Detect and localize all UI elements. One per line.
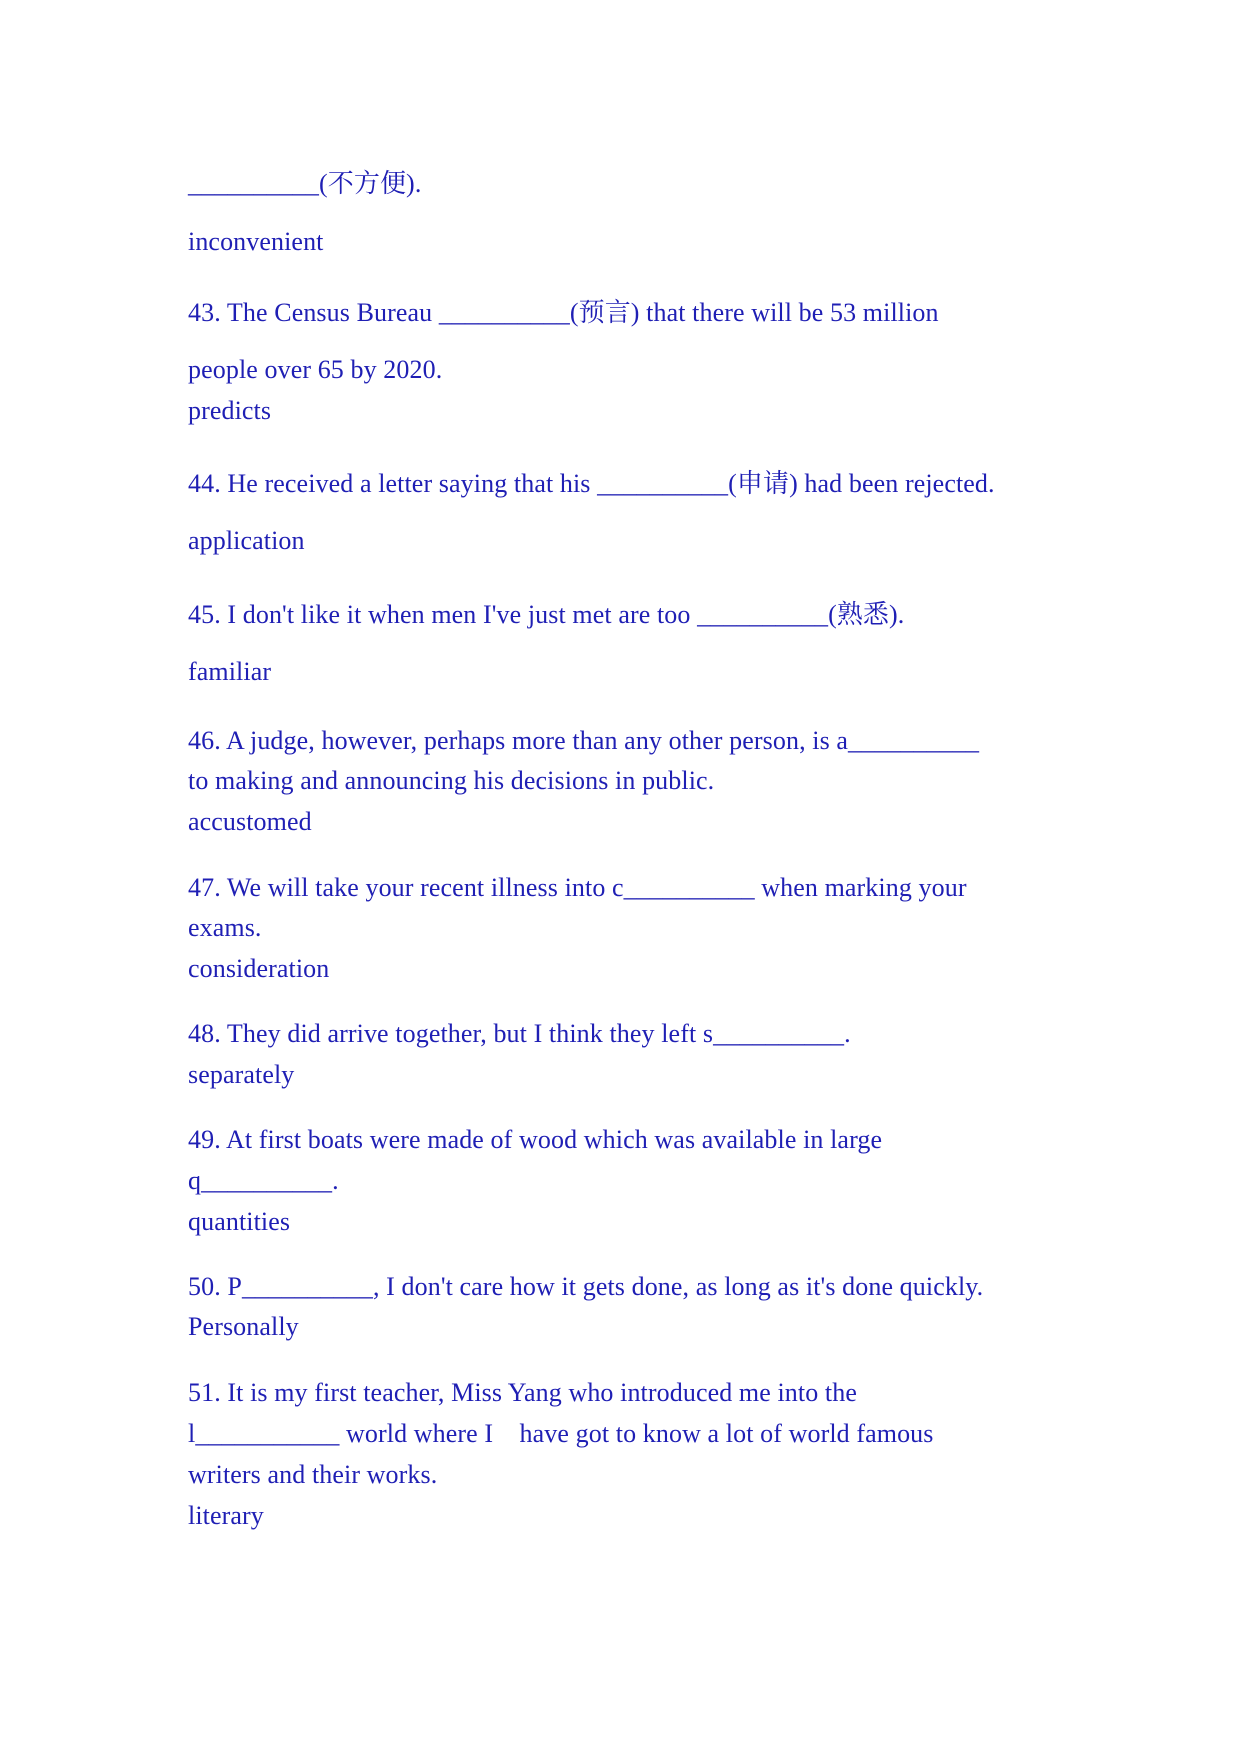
question-51-line-3: writers and their works.	[188, 1460, 438, 1489]
question-47-line-2: exams.	[188, 913, 262, 942]
question-46-line-2: to making and announcing his decisions in public.	[188, 766, 715, 795]
answer-51: literary	[188, 1501, 264, 1530]
answer-42: inconvenient	[188, 227, 324, 256]
answer-46: accustomed	[188, 807, 312, 836]
answer-45: familiar	[188, 657, 272, 686]
answer-47: consideration	[188, 954, 330, 983]
question-44-line-1: 44. He received a letter saying that his __________(申请) had been rejected.	[188, 469, 995, 498]
answer-43: predicts	[188, 396, 272, 425]
question-43-line-2: people over 65 by 2020.	[188, 355, 443, 384]
question-43-line-1: 43. The Census Bureau __________(预言) that there will be 53 million	[188, 298, 939, 327]
question-42-line-1: __________(不方便).	[188, 169, 422, 198]
answer-44: application	[188, 526, 305, 555]
question-51-line-2: l___________ world where I have got to know a lot of world famous	[188, 1419, 934, 1448]
question-49-line-1: 49. At first boats were made of wood which was available in large	[188, 1125, 883, 1154]
question-50-line-1: 50. P__________, I don't care how it gets done, as long as it's done quickly.	[188, 1272, 984, 1301]
question-45-line-1: 45. I don't like it when men I've just met are too __________(熟悉).	[188, 600, 905, 629]
question-51-line-1: 51. It is my first teacher, Miss Yang who introduced me into the	[188, 1378, 857, 1407]
question-46-line-1: 46. A judge, however, perhaps more than any other person, is a__________	[188, 726, 980, 755]
answer-48: separately	[188, 1060, 295, 1089]
answer-50: Personally	[188, 1312, 299, 1341]
question-48-line-1: 48. They did arrive together, but I think they left s__________.	[188, 1019, 851, 1048]
question-47-line-1: 47. We will take your recent illness into c__________ when marking your	[188, 873, 967, 902]
answer-49: quantities	[188, 1207, 291, 1236]
question-49-line-2: q__________.	[188, 1166, 339, 1195]
